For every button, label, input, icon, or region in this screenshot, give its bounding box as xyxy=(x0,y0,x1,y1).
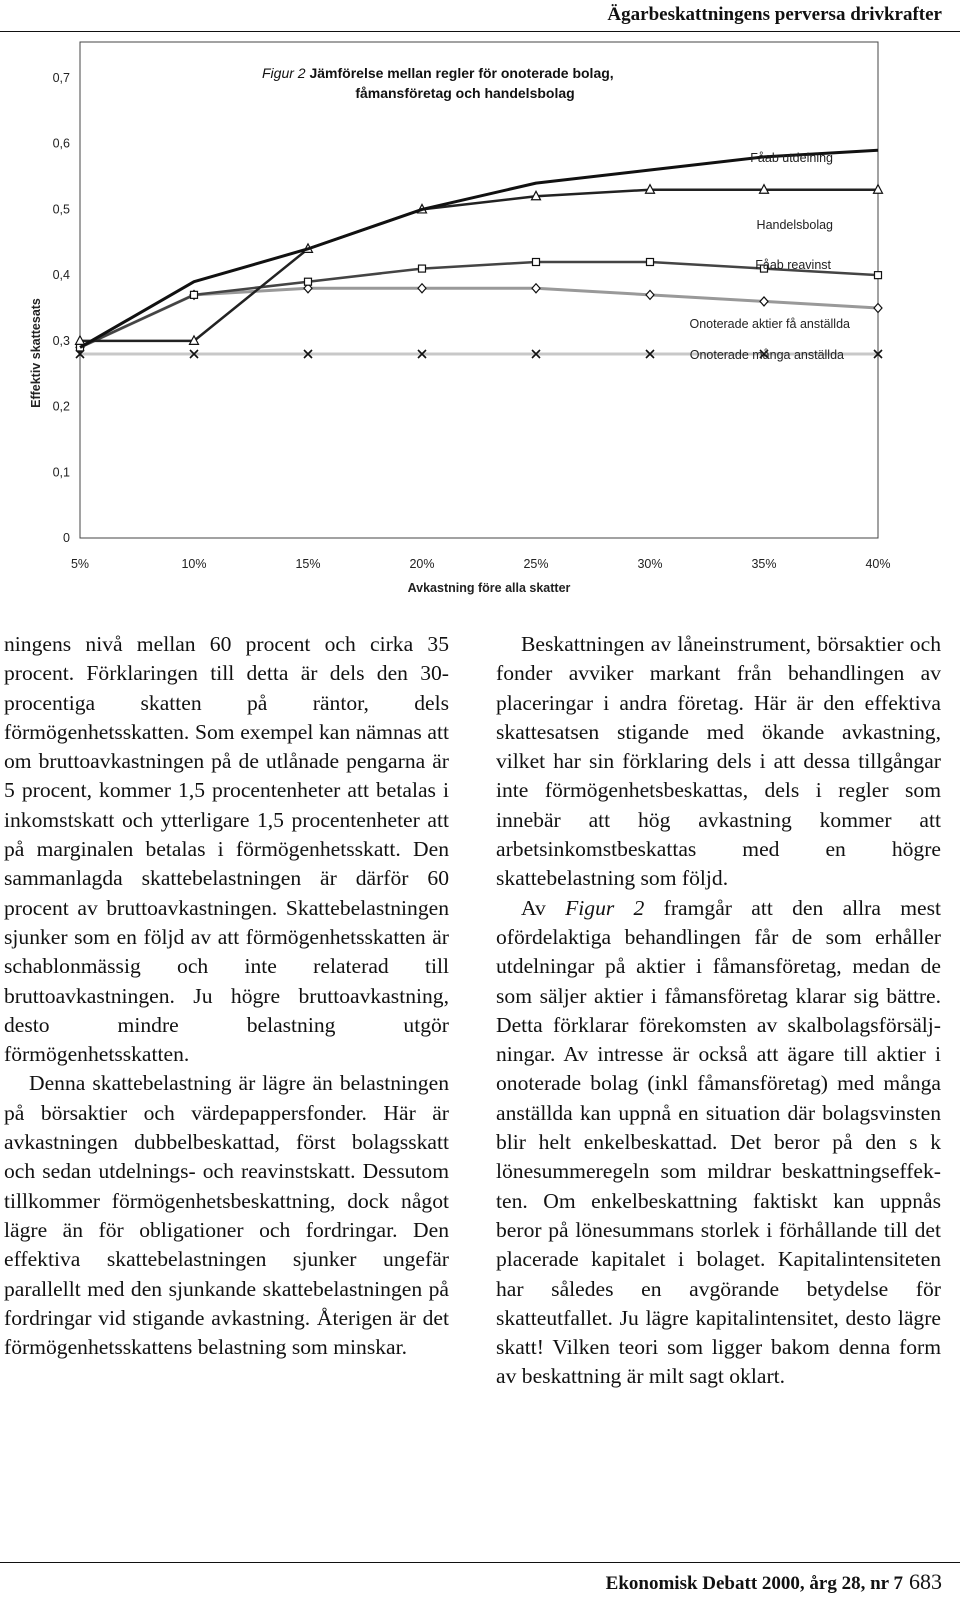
plot-frame xyxy=(80,42,878,538)
figure-label: Figur 2 xyxy=(262,65,310,81)
figure-title xyxy=(262,65,614,81)
figure-reference: Figur 2 xyxy=(565,895,645,920)
left-paragraph-2: Denna skattebelastning är lägre än belastningen på börsaktier och värdepappersfonder. Här är avkastningen dubbelbeskattad, först bolagsskatt och sedan utdelnings- och reavinstskatt. Dessutom tillkommer förmögenhetsbeskattning, dock något lägre än för obligationer och fordringar. Den effektiva skattebelastningen sjunker ungefär parallellt med den sjunkande skattebelastningen på fordringar vid stigande avkastning. Återigen är det förmögenhetsskattens belastning som minskar. xyxy=(4,1071,449,1360)
square-marker xyxy=(305,278,312,285)
series-label: Onoterade många anställda xyxy=(689,348,844,362)
square-marker xyxy=(191,291,198,298)
journal-citation: Ekonomisk Debatt 2000, årg 28, nr 7 xyxy=(605,1573,903,1594)
x-tick-label: 25% xyxy=(523,557,549,571)
series-label: Fåab utdelning xyxy=(750,151,833,165)
x-tick-label: 15% xyxy=(295,557,321,571)
series-label: Handelsbolag xyxy=(756,218,833,232)
line-chart xyxy=(0,38,960,618)
y-axis-title: Effektiv skattesats xyxy=(29,298,43,408)
y-tick-label: 0,2 xyxy=(52,399,70,414)
diamond-marker xyxy=(532,284,540,293)
series-label: Onoterade aktier få anställda xyxy=(689,317,850,331)
right-column xyxy=(496,630,941,1392)
square-marker xyxy=(419,265,426,272)
diamond-marker xyxy=(874,304,882,313)
left-column xyxy=(4,630,449,1362)
x-tick-label: 35% xyxy=(751,557,777,571)
page-number: 683 xyxy=(909,1569,942,1594)
x-tick-label: 10% xyxy=(181,557,207,571)
text-run: framgår att den allra mest ofördelaktiga behandlingen får de som erhåller utdelningar på aktier i fåmansföretag, medan de som säljer aktier i fåmansföretag klarar sig bättre. Detta förklarar förekomsten av skalbolagsförsäljningar. Av intresse är också att ägare till aktier i onoterade bolag (inkl fåmansföretag) med många anställda kan uppnå en situation där bolagsvinsten blir helt enkelbeskattad. Det beror på den s k lönesummeregeln som mildrar beskattningseffekten. Om enkelbeskattning faktiskt kan uppnås beror på lönesummans storlek i förhållande till det placerade kapitalet i bolaget. Kapitalintensiteten har således en avgörande betydelse för skatteutfallet. Ju lägre kapitalintensitet, desto lägre skatt! Vilken teori som ligger bakom denna form av beskattning är milt sagt oklart. xyxy=(496,895,942,1389)
square-marker xyxy=(647,259,654,266)
diamond-marker xyxy=(646,290,654,299)
y-tick-label: 0,3 xyxy=(52,333,70,348)
y-tick-label: 0,5 xyxy=(52,202,70,217)
left-paragraph-1: ningens nivå mellan 60 procent och cirka 35 procent. Förklaringen till detta är dels den 30-procentiga skatten på räntor, dels förmögenhetsskatten. Som exempel kan nämnas att om bruttoavkastningen på de utlånade pengarna är 5 procent, kommer 1,5 procentenheter att betalas i inkomstskatt och ytterligare 1,5 procentenheter att på marginalen betalas i förmögenhetsskatt. Den sammanlagda skattebelastningen är därför 60 procent av bruttoavkastningen. Skattebelastningen sjunker som en följd av att förmögenhetsskatten är schablonmässig och inte relaterad till bruttoavkastningen. Ju högre bruttoavkastning, desto mindre belastning utgör förmögenhetsskatten. xyxy=(4,632,449,1067)
text-run: Av xyxy=(521,895,566,920)
square-marker xyxy=(533,259,540,266)
y-tick-label: 0,7 xyxy=(52,71,70,85)
square-marker xyxy=(875,272,882,279)
series-label: Fåab reavinst xyxy=(755,258,831,272)
y-tick-label: 0 xyxy=(63,531,70,545)
series-line xyxy=(80,262,878,347)
diamond-marker xyxy=(760,297,768,306)
y-tick-label: 0,1 xyxy=(52,465,70,480)
x-tick-label: 30% xyxy=(637,557,663,571)
right-paragraph-2 xyxy=(496,894,941,1392)
right-paragraph-1: Beskattningen av låneinstrument, börsaktier och fonder avviker markant från behandlingen av placeringar i andra företag. Här är den effektiva skattesatsen stigande med ökande avkastning, vilket har sin förklaring dels i att dessa tillgångar inte förmögenhetsbeskattas, dels i regler som innebär att hög avkastning kommer att arbetsinkomstbeskattas med en högre skattebelastning som följd. xyxy=(496,632,941,891)
x-tick-label: 5% xyxy=(70,557,90,571)
figure-title-line-1: Jämförelse mellan regler för onoterade bolag, xyxy=(309,65,614,81)
figure-title-line-2: fåmansföretag och handelsbolag xyxy=(355,85,575,101)
figure-2 xyxy=(0,38,960,618)
header-rule xyxy=(0,31,960,32)
y-tick-label: 0,6 xyxy=(52,136,70,151)
x-axis-title: Avkastning före alla skatter xyxy=(407,581,571,595)
diamond-marker xyxy=(418,284,426,293)
x-tick-label: 40% xyxy=(865,557,891,571)
running-title: Ägarbeskattningens perversa drivkrafter xyxy=(607,4,942,25)
y-tick-label: 0,4 xyxy=(52,268,70,283)
footer-rule xyxy=(0,1562,960,1563)
x-tick-label: 20% xyxy=(409,557,435,571)
footer xyxy=(606,1569,942,1595)
